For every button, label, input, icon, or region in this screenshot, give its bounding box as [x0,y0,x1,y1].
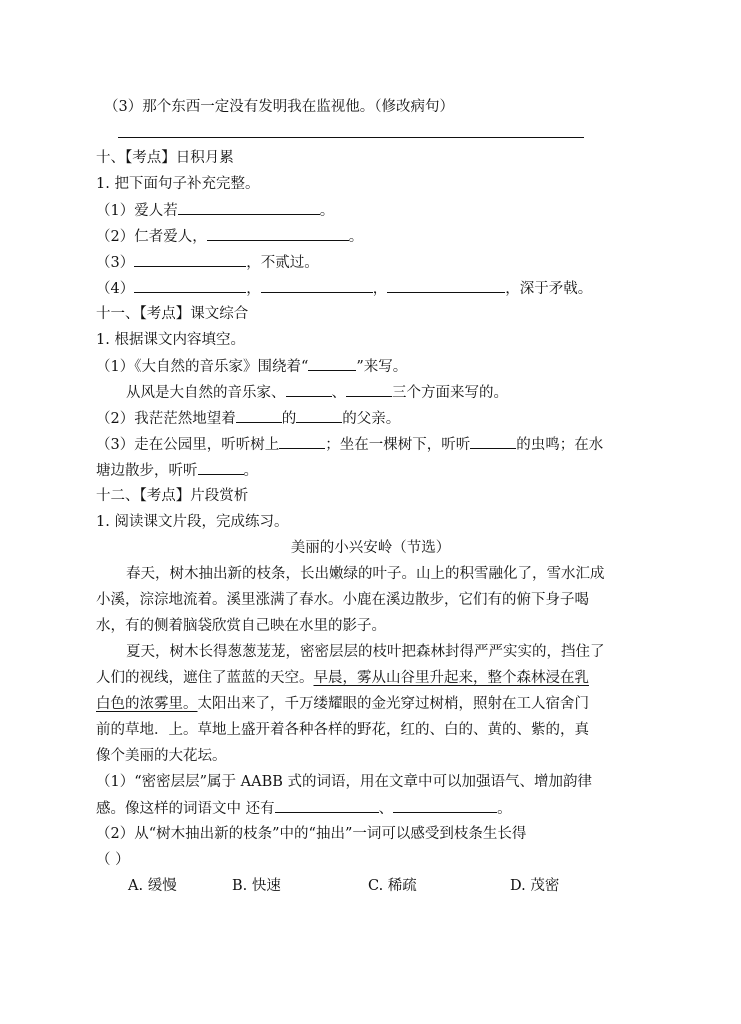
blank-10-1[interactable] [178,200,320,215]
section-11-question-1: 1. 根据课文内容填空。 [96,332,245,348]
option-c[interactable]: C. 稀疏 [368,878,417,894]
fill-11-3-tail: 的虫鸣；在水 [516,437,604,453]
fill-11-3d-suffix: 。 [243,463,258,479]
section-11-title: 十一、【考点】课文综合 [96,306,249,322]
passage-line: 前的草地．上。草地上盛开着各种各样的野花，红的、白的、黄的、紫的，真 [96,722,589,738]
question-9-3: （3）那个东西一定没有发明我在监视他。（修改病句） [104,99,454,115]
passage-title: 美丽的小兴安岭（节选） [290,540,451,556]
blank-10-4b[interactable] [261,278,373,293]
fill-10-3-suffix: ，不贰过。 [246,255,319,271]
fill-11-3 [96,434,603,455]
blank-11-1c[interactable] [346,382,392,397]
blank-11-1[interactable] [308,356,356,371]
passage-text: 人们的视线，遮住了蓝蓝的天空。 [96,670,314,686]
section-12-question-1: 1. 阅读课文片段，完成练习。 [96,514,289,530]
blank-11-2b[interactable] [296,408,342,423]
fill-10-1-prefix: （1）爱人若 [96,203,178,219]
fill-11-3-prefix: （3）走在公园里，听听树上 [96,437,280,453]
blank-11-1b[interactable] [286,382,332,397]
comma: ， [246,281,261,297]
fill-11-2-suffix: 的父亲。 [342,411,401,427]
fill-11-1 [96,356,407,377]
question-12-2: （2）从“树木抽出新的枝条”中的“抽出”一词可以感受到枝条生长得 [96,826,527,842]
option-b[interactable]: B. 快速 [232,878,281,894]
answer-bracket[interactable]: （ ） [96,852,130,868]
fill-10-2 [96,226,363,247]
section-12-title: 十二、【考点】片段赏析 [96,488,249,504]
blank-10-4a[interactable] [134,278,246,293]
passage-line [96,694,589,714]
blank-11-3b[interactable] [470,434,516,449]
fill-11-2-prefix: （2）我茫茫然地望着 [96,411,236,427]
underlined-sentence: 白色的浓雾里。 [96,696,198,712]
fill-11-3-mid: ；坐在一棵树下，听听 [325,437,471,453]
blank-12-1a[interactable] [275,798,379,813]
blank-10-3[interactable] [134,252,246,267]
passage-line: 像个美丽的大花坛。 [96,748,227,764]
passage-line: 夏天，树木长得葱葱茏茏，密密层层的枝叶把森林封得严严实实的，挡住了 [126,644,605,660]
fill-10-2-prefix: （2）仁者爱人， [96,229,207,245]
passage-line [96,668,589,688]
passage-text: 太阳出来了，千万缕耀眼的金光穿过树梢，照射在工人宿舍门 [197,696,589,712]
passage-line: 小溪，淙淙地流着。溪里涨满了春水。小鹿在溪边散步，它们有的俯下身子喝 [96,592,589,608]
section-10-question-1: 1. 把下面句子补充完整。 [96,176,260,192]
question-12-1-suffix: 。 [497,801,512,817]
fill-11-3-cont [96,460,258,481]
blank-11-3a[interactable] [279,434,325,449]
fill-11-2-mid: 的 [281,411,297,427]
fill-10-4-suffix: ，深于矛戟。 [505,281,593,297]
separator: 、 [331,385,346,401]
fill-10-3-prefix: （3） [96,255,135,271]
separator: 、 [378,801,394,817]
fill-10-4-prefix: （4） [96,281,135,297]
fill-11-2 [96,408,400,429]
option-a[interactable]: A. 缓慢 [128,878,177,894]
fill-10-4 [96,278,592,299]
fill-10-3 [96,252,319,273]
fill-11-1c-prefix: 从风是大自然的音乐家、 [126,385,286,401]
fill-11-3d-prefix: 塘边散步，听听 [96,463,198,479]
fill-11-1-prefix: （1）《大自然的音乐家》围绕着“ [96,359,309,375]
blank-11-2a[interactable] [236,408,282,423]
fill-11-1-suffix: ”来写。 [356,359,408,375]
question-12-1: （1）“密密层层”属于 AABB 式的词语，用在文章中可以加强语气、增加韵律 [96,774,593,790]
underlined-sentence: 早晨，雾从山谷里升起来，整个森林浸在乳 [313,670,589,686]
blank-10-4c[interactable] [387,278,505,293]
passage-line: 春天，树木抽出新的枝条，长出嫩绿的叶子。山上的积雪融化了，雪水汇成 [126,566,605,582]
blank-12-1b[interactable] [393,798,497,813]
fill-11-1-cont [126,382,508,403]
question-12-1-cont [96,798,512,819]
option-d[interactable]: D. 茂密 [510,878,560,894]
section-10-title: 十、【考点】日积月累 [96,150,234,166]
comma: ， [372,281,388,297]
fill-10-1-suffix: 。 [319,203,335,219]
answer-line[interactable] [118,137,584,138]
passage-line: 水，有的侧着脑袋欣赏自己映在水里的影子。 [96,618,386,634]
fill-10-2-suffix: 。 [348,229,364,245]
fill-11-1c-suffix: 三个方面来写的。 [392,385,508,401]
blank-11-3c[interactable] [198,460,244,475]
fill-10-1 [96,200,334,221]
blank-10-2[interactable] [207,226,349,241]
question-12-1-prefix: 感。像这样的词语文中 还有 [96,801,275,817]
